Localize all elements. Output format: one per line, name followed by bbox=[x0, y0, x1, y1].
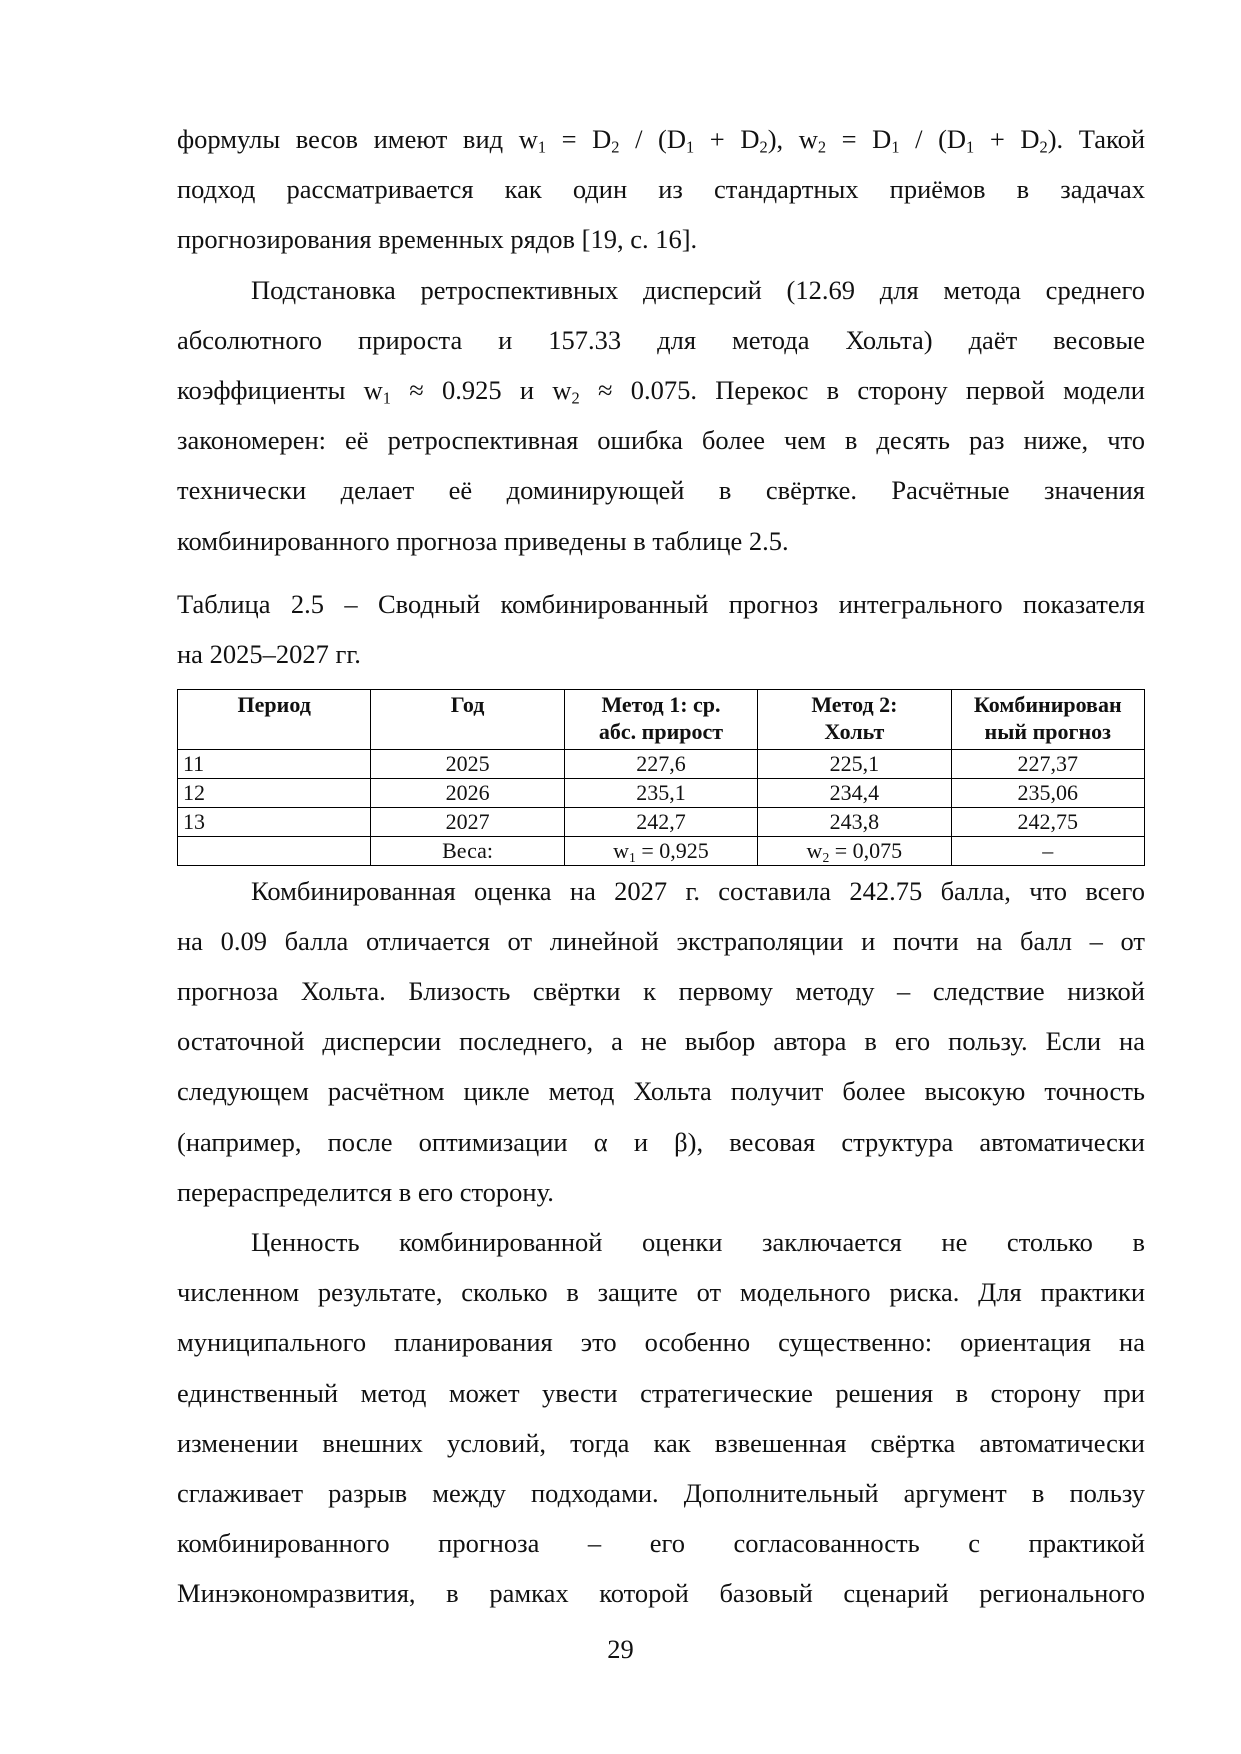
caption-line: Таблица 2.5 – Сводный комбинированный прогноз интегрального показателя bbox=[177, 588, 1145, 619]
cell-method-2: 234,4 bbox=[758, 778, 951, 807]
table-caption bbox=[177, 579, 1145, 679]
cell-year: 2027 bbox=[371, 807, 564, 836]
header-period: Период bbox=[178, 689, 371, 749]
table-row bbox=[178, 778, 1145, 807]
table-row bbox=[178, 807, 1145, 836]
paragraph-1 bbox=[177, 114, 1145, 265]
cell-weights-label: Веса: bbox=[371, 836, 564, 865]
document-page bbox=[177, 114, 1145, 1619]
paragraph-line: прогноза Хольта. Близость свёртки к первому методу – следствие низкой bbox=[177, 976, 1145, 1007]
paragraph-line: Подстановка ретроспективных дисперсий (12.69 для метода среднего bbox=[251, 274, 1145, 305]
cell-combined: 235,06 bbox=[951, 778, 1144, 807]
paragraph-line: коэффициенты $w_1 \approx 0.925$ и $w_2 \approx 0.075$. Перекос в сторону первой модели bbox=[177, 374, 1145, 408]
paragraph-line: перераспределится в его сторону. bbox=[177, 1176, 554, 1207]
cell-combined: 227,37 bbox=[951, 749, 1144, 778]
cell-year: 2025 bbox=[371, 749, 564, 778]
paragraph-line: остаточной дисперсии последнего, а не выбор автора в его пользу. Если на bbox=[177, 1026, 1145, 1057]
cell-method-1: 227,6 bbox=[564, 749, 757, 778]
cell-method-2: 225,1 bbox=[758, 749, 951, 778]
cell-period: 11 bbox=[178, 749, 371, 778]
paragraph-line: прогнозирования временных рядов [19, с. 16]. bbox=[177, 224, 698, 255]
table-weights-row bbox=[178, 836, 1145, 865]
table-row bbox=[178, 749, 1145, 778]
header-combined: Комбинирован ный прогноз bbox=[951, 689, 1144, 749]
paragraph-line: следующем расчётном цикле метод Хольта получит более высокую точность bbox=[177, 1076, 1145, 1107]
paragraph-line: Минэкономразвития, в рамках которой базовый сценарий регионального bbox=[177, 1578, 1145, 1609]
paragraph-line: технически делает её доминирующей в свёртке. Расчётные значения bbox=[177, 475, 1145, 506]
cell-combined: 242,75 bbox=[951, 807, 1144, 836]
paragraph-2 bbox=[177, 265, 1145, 566]
cell-method-1: 242,7 bbox=[564, 807, 757, 836]
paragraph-line: комбинированного прогноза приведены в таблице 2.5. bbox=[177, 525, 789, 556]
header-year: Год bbox=[371, 689, 564, 749]
paragraph-line: подход рассматривается как один из стандартных приёмов в задачах bbox=[177, 174, 1145, 205]
paragraph-line: изменении внешних условий, тогда как взвешенная свёртка автоматически bbox=[177, 1427, 1145, 1458]
header-method-1: Метод 1: ср. абс. прирост bbox=[564, 689, 757, 749]
paragraph-line: Ценность комбинированной оценки заключается не столько в bbox=[251, 1227, 1145, 1257]
table-header-row bbox=[178, 689, 1145, 749]
paragraph-line: муниципального планирования это особенно существенно: ориентация на bbox=[177, 1327, 1145, 1358]
cell-method-2: 243,8 bbox=[758, 807, 951, 836]
page-number: 29 bbox=[607, 1634, 634, 1664]
cell-weight-2: $w_2 = 0,075$ bbox=[758, 836, 951, 865]
header-method-2: Метод 2: Хольт bbox=[758, 689, 951, 749]
paragraph-line: единственный метод может увести стратегические решения в сторону при bbox=[177, 1377, 1145, 1408]
paragraph-line: (например, после оптимизации α и β), весовая структура автоматически bbox=[177, 1126, 1145, 1157]
paragraph-line: сглаживает разрыв между подходами. Дополнительный аргумент в пользу bbox=[177, 1477, 1145, 1508]
paragraph-line: закономерен: её ретроспективная ошибка более чем в десять раз ниже, что bbox=[177, 425, 1145, 456]
caption-line: на 2025–2027 гг. bbox=[177, 638, 361, 669]
paragraph-4 bbox=[177, 1217, 1145, 1619]
cell-year: 2026 bbox=[371, 778, 564, 807]
paragraph-line: комбинированного прогноза – его согласованность с практикой bbox=[177, 1528, 1145, 1559]
paragraph-line: абсолютного прироста и 157.33 для метода Хольта) даёт весовые bbox=[177, 324, 1145, 355]
paragraph-line: Комбинированная оценка на 2027 г. составила 242.75 балла, что всего bbox=[251, 875, 1145, 906]
paragraph-line: формулы весов имеют вид $w_1 = D_2 / (D_1 + D_2)$, $w_2 = D_1 / (D_1 + D_2)$. Такой bbox=[177, 124, 1145, 157]
paragraph-line: численном результате, сколько в защите от модельного риска. Для практики bbox=[177, 1277, 1145, 1308]
cell-combined: – bbox=[951, 836, 1144, 865]
cell-period: 13 bbox=[178, 807, 371, 836]
cell-period: 12 bbox=[178, 778, 371, 807]
paragraph-line: на 0.09 балла отличается от линейной экстраполяции и почти на балл – от bbox=[177, 925, 1145, 956]
cell-period bbox=[178, 836, 371, 865]
forecast-table bbox=[177, 689, 1145, 866]
cell-method-1: 235,1 bbox=[564, 778, 757, 807]
cell-weight-1: $w_1 = 0,925$ bbox=[564, 836, 757, 865]
paragraph-3 bbox=[177, 866, 1145, 1217]
